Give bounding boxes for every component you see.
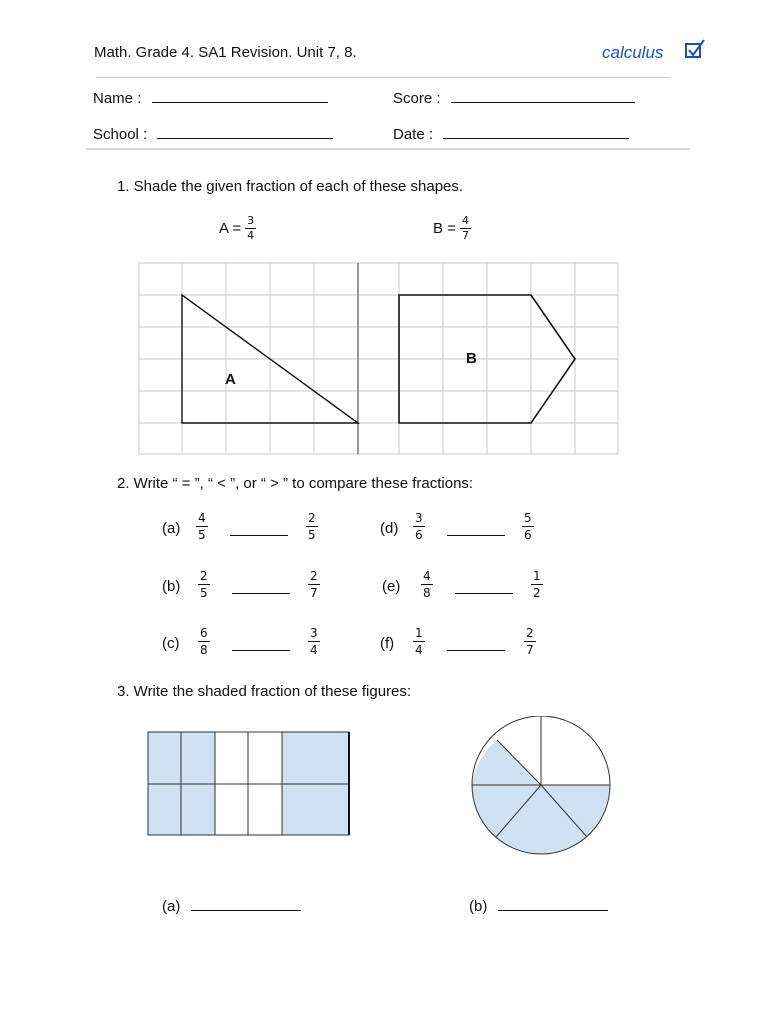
answer-blank[interactable] [455, 593, 513, 594]
school-field[interactable] [93, 124, 333, 143]
compare-item-c [162, 626, 342, 662]
logo-text: calculus [602, 43, 664, 62]
grid-lines [139, 263, 618, 454]
compare-item-a [162, 511, 342, 547]
fraction-a [219, 215, 256, 242]
right-denominator: 4 [310, 643, 318, 657]
fraction-a-label: A = [219, 220, 242, 237]
fraction-b-numerator: 4 [461, 214, 469, 227]
compare-label: (d) [380, 520, 399, 537]
name-field[interactable] [93, 88, 328, 107]
fraction-b-denominator: 7 [461, 229, 469, 242]
answer-a-label: (a) [162, 898, 181, 915]
right-numerator: 3 [310, 626, 318, 640]
answer-a-blank[interactable] [191, 896, 301, 911]
name-label: Name : [93, 90, 142, 107]
school-label: School : [93, 126, 148, 143]
answer-blank[interactable] [447, 535, 505, 536]
compare-item-d [380, 511, 560, 547]
compare-label: (a) [162, 520, 181, 537]
compare-item-e [382, 569, 562, 605]
left-numerator: 4 [198, 511, 206, 525]
right-denominator: 2 [533, 586, 541, 600]
fraction-a-numerator: 3 [247, 214, 255, 227]
score-field[interactable] [393, 88, 635, 107]
left-denominator: 8 [200, 643, 208, 657]
left-denominator: 5 [198, 528, 206, 542]
compare-label: (b) [162, 578, 181, 595]
left-numerator: 1 [415, 626, 423, 640]
right-denominator: 7 [310, 586, 318, 600]
date-label: Date : [393, 126, 434, 143]
right-numerator: 2 [310, 569, 318, 583]
answer-b-field[interactable] [469, 896, 608, 915]
fraction-b-label: B = [433, 220, 456, 237]
worksheet-title: Math. Grade 4. SA1 Revision. Unit 7, 8. [94, 44, 357, 61]
name-blank[interactable] [152, 88, 328, 103]
shape-a-label: A [225, 371, 236, 388]
shaded-rectangle-figure [147, 731, 352, 837]
fraction-b [433, 215, 471, 242]
compare-item-b [162, 569, 342, 605]
answer-blank[interactable] [230, 535, 288, 536]
answer-b-label: (b) [469, 898, 488, 915]
shapes-grid[interactable] [138, 262, 620, 456]
right-numerator: 1 [533, 569, 541, 583]
question-1-prompt: 1. Shade the given fraction of each of these shapes. [117, 178, 464, 195]
question-2-prompt: 2. Write “ = ”, “ < ”, or “ > ” to compare these fractions: [117, 475, 474, 492]
shaded-circle-figure [470, 716, 612, 858]
answer-a-field[interactable] [162, 896, 301, 915]
right-denominator: 5 [308, 528, 316, 542]
left-numerator: 4 [423, 569, 431, 583]
left-numerator: 3 [415, 511, 423, 525]
question-3-prompt: 3. Write the shaded fraction of these figures: [117, 683, 412, 700]
right-numerator: 5 [524, 511, 532, 525]
calculus-logo [600, 34, 710, 70]
left-numerator: 2 [200, 569, 208, 583]
right-denominator: 6 [524, 528, 532, 542]
left-denominator: 6 [415, 528, 423, 542]
answer-blank[interactable] [232, 593, 290, 594]
fraction-a-denominator: 4 [247, 229, 255, 242]
answer-b-blank[interactable] [498, 896, 608, 911]
shape-b-label: B [466, 350, 477, 367]
fields-divider [86, 148, 690, 150]
date-blank[interactable] [443, 124, 629, 139]
score-label: Score : [393, 90, 441, 107]
compare-label: (f) [380, 635, 395, 652]
right-numerator: 2 [526, 626, 534, 640]
compare-label: (c) [162, 635, 180, 652]
date-field[interactable] [393, 124, 629, 143]
left-denominator: 8 [423, 586, 431, 600]
score-blank[interactable] [451, 88, 635, 103]
left-denominator: 5 [200, 586, 208, 600]
left-numerator: 6 [200, 626, 208, 640]
left-denominator: 4 [415, 643, 423, 657]
school-blank[interactable] [157, 124, 333, 139]
compare-label: (e) [382, 578, 401, 595]
answer-blank[interactable] [447, 650, 505, 651]
compare-item-f [380, 626, 560, 662]
answer-blank[interactable] [232, 650, 290, 651]
header-divider [96, 77, 670, 78]
right-denominator: 7 [526, 643, 534, 657]
right-numerator: 2 [308, 511, 316, 525]
